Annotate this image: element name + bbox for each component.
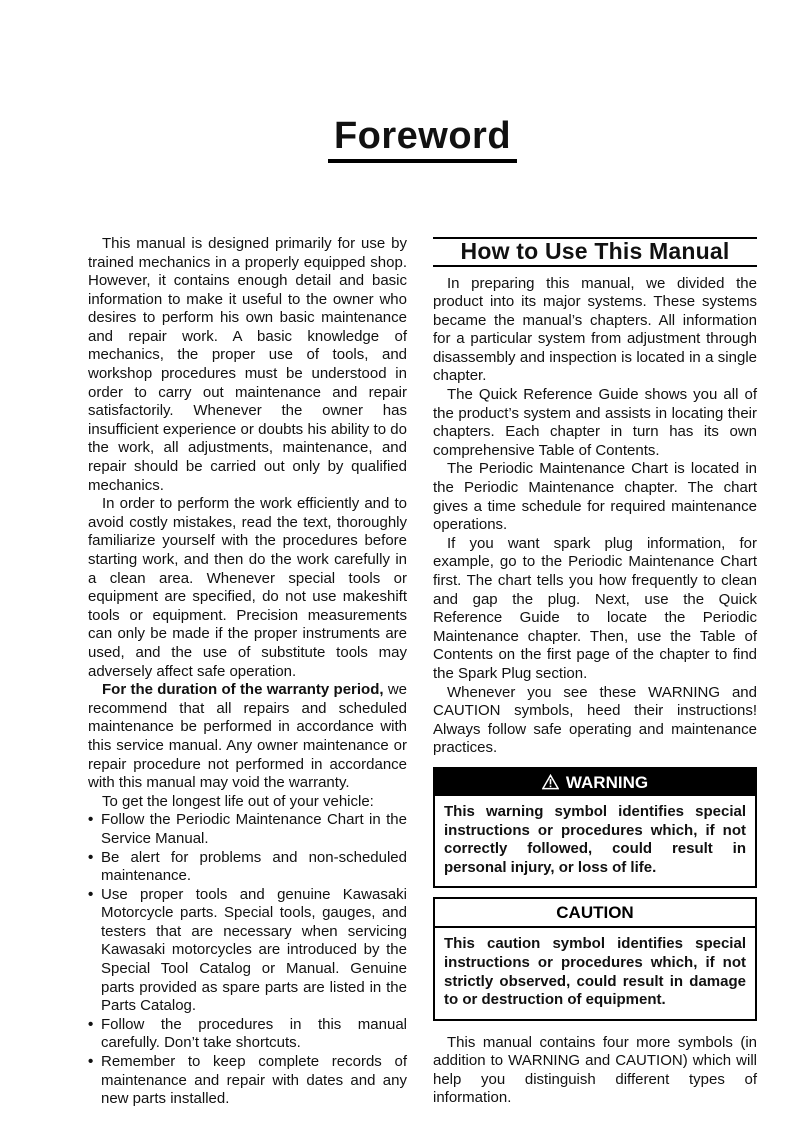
caution-box-body: This caution symbol identifies special instructions or procedures which, if not strictly observed, could result in damage to or destruction of equipment. [444,935,746,1009]
maintenance-tips-list [88,811,407,1109]
warranty-bold-lead: For the duration of the warranty period, [102,681,384,699]
caution-box-header: CAUTION [435,899,755,928]
list-item: • Be alert for problems and non-scheduled maintenance. [88,849,407,886]
paragraph: The Periodic Maintenance Chart is located in the Periodic Maintenance chapter. The chart gives a time schedule for required maintenance operations. [433,460,757,534]
warning-box [433,767,757,888]
right-column [433,235,757,1109]
paragraph-warranty [88,681,407,793]
warning-box-header [435,769,755,796]
paragraph: If you want spark plug information, for example, go to the Periodic Maintenance Chart first. The chart tells you how frequently to clean and gap the plug. Next, use the Quick Reference Guide to locate the Periodic Maintenance chapter. Then, use the Table of Contents on the first page of the chapter to find the Spark Plug section. [433,534,757,682]
section-heading [433,237,757,267]
two-column-layout [88,235,757,1109]
paragraph: In preparing this manual, we divided the product into its major systems. These systems became the manual’s chapters. All information for a particular system from adjustment through disassembly and inspection is located in a single chapter. [433,274,757,385]
paragraph: This manual contains four more symbols (in addition to WARNING and CAUTION) which will help you distinguish different types of information. [433,1033,757,1107]
page-title: Foreword [328,117,517,163]
title-wrap [88,0,757,189]
caution-box [433,897,757,1020]
left-column [88,235,407,1109]
paragraph: Whenever you see these WARNING and CAUTION symbols, heed their instructions! Always follow safe operating and maintenance practices. [433,683,757,757]
list-item: • Remember to keep complete records of maintenance and repair with dates and any new parts installed. [88,1053,407,1109]
paragraph: The Quick Reference Guide shows you all of the product’s system and assists in locating their chapters. Each chapter in turn has its own comprehensive Table of Contents. [433,386,757,459]
list-item: • Follow the Periodic Maintenance Chart in the Service Manual. [88,811,407,848]
paragraph: This manual is designed primarily for use by trained mechanics in a properly equipped shop. However, it contains enough detail and basic information to make it useful to the owner who desires to perform his own basic maintenance and repair work. A basic knowledge of mechanics, the proper use of tools, and workshop procedures must be understood in order to carry out maintenance and repair satisfactorily. Whenever the owner has insufficient experience or doubts his ability to do the work, all adjustments, maintenance, and repair should be carried out only by qualified mechanics. [88,234,407,494]
bullet-list-intro: To get the longest life out of your vehicle: [102,792,374,810]
warning-triangle-icon [542,774,559,790]
warranty-rest: we recommend that all repairs and scheduled maintenance be performed in accordance with this service manual. Any owner maintenance or repair procedure not performed in accordance with this manual may void the warranty. [88,681,407,792]
paragraph: In order to perform the work efficiently and to avoid costly mistakes, read the text, thoroughly familiarize yourself with the procedures before starting work, and then do the work carefully in a clean area. Whenever special tools or equipment are specified, do not use makeshift tools or equipment. Precision measurements can only be made if the proper instruments are used, and the use of substitute tools may adversely affect safe operation. [88,495,407,680]
section-heading-text: How to Use This Manual [460,237,730,264]
list-item: • Use proper tools and genuine Kawasaki Motorcycle parts. Special tools, gauges, and testers that are necessary when servicing Kawasaki motorcycles are introduced by the Special Tool Catalog or Manual. Genuine parts provided as spare parts are listed in the Parts Catalog. [88,886,407,1016]
warning-box-body: This warning symbol identifies special instructions or procedures which, if not correctly followed, could result in personal injury, or loss of life. [444,802,746,876]
warning-header-label: WARNING [565,772,649,792]
list-item: • Follow the procedures in this manual carefully. Don’t take shortcuts. [88,1016,407,1053]
